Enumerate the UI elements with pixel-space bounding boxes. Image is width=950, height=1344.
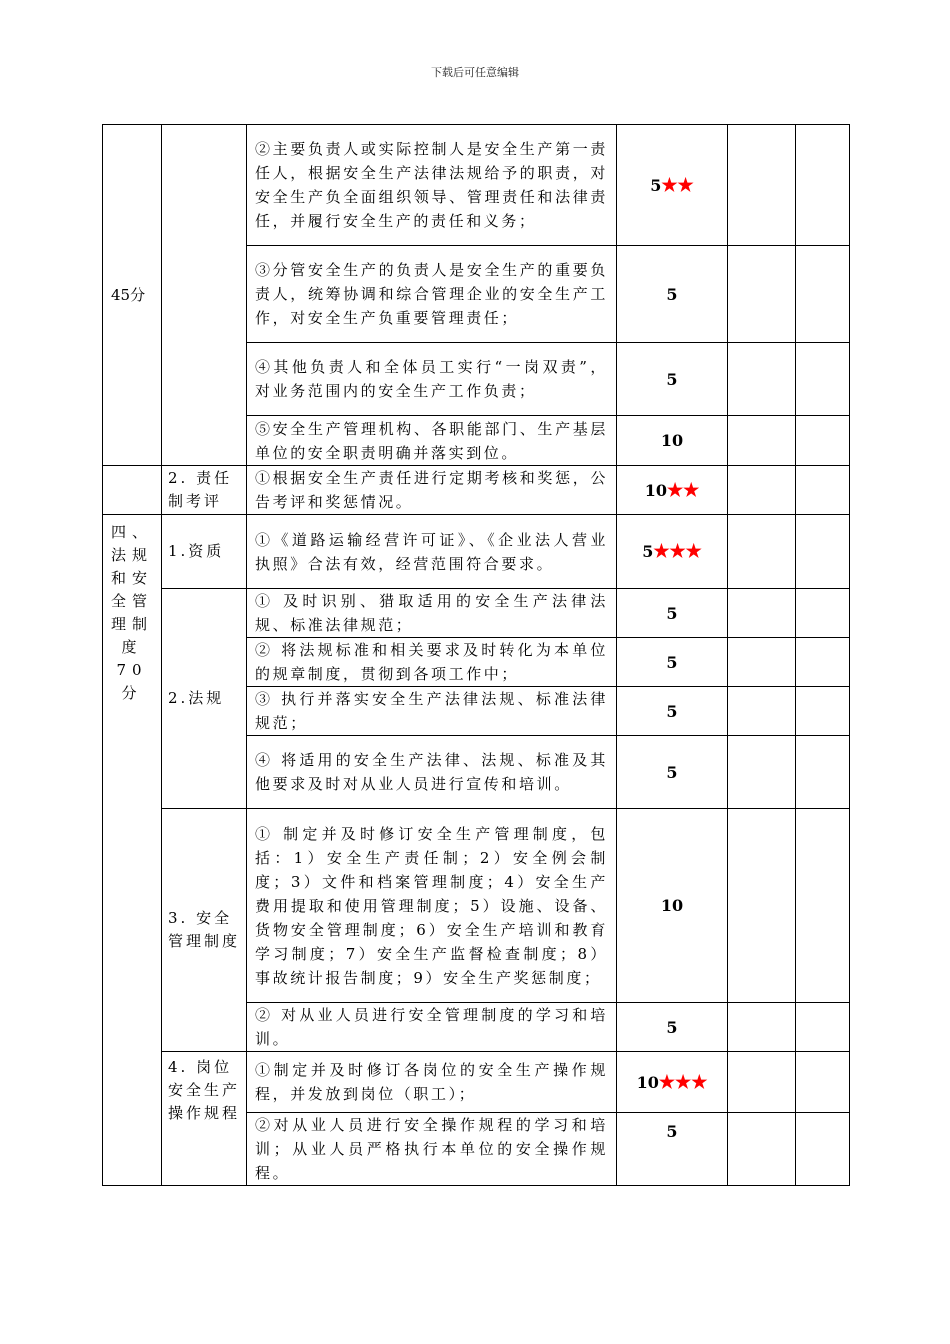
blank-cell — [728, 466, 796, 515]
score-cell — [617, 687, 728, 736]
category-cell-empty — [103, 466, 162, 515]
subcategory-label: 1.资质 — [162, 515, 247, 589]
blank-cell — [796, 687, 850, 736]
subcategory-cell-empty — [162, 125, 247, 466]
item-text: ④其他负责人和全体员工实行“一岗双责”，对业务范围内的安全生产工作负责； — [247, 343, 617, 416]
subcategory-label: 2. 责任制考评 — [162, 466, 247, 515]
blank-cell — [796, 515, 850, 589]
category-cell-4: 四、法规和安全管理制度 70分 — [103, 515, 162, 1186]
blank-cell — [728, 809, 796, 1003]
score-value: 5 — [666, 1122, 678, 1141]
score-cell — [617, 589, 728, 638]
score-value: 10 — [660, 431, 684, 450]
blank-cell — [728, 638, 796, 687]
score-cell — [617, 1113, 728, 1186]
item-text: ② 对从业人员进行安全管理制度的学习和培训。 — [247, 1003, 617, 1052]
score-value: 5 — [666, 1017, 678, 1037]
score-cell — [617, 246, 728, 343]
star-rating: ★★★ — [658, 1071, 708, 1093]
score-cell — [617, 416, 728, 466]
blank-cell — [728, 687, 796, 736]
table-row — [103, 809, 850, 1003]
table-row — [103, 515, 850, 589]
score-value: 5 — [666, 603, 678, 623]
table-row — [103, 466, 850, 515]
item-text: ④ 将适用的安全生产法律、法规、标准及其他要求及时对从业人员进行宣传和培训。 — [247, 736, 617, 809]
blank-cell — [728, 1003, 796, 1052]
blank-cell — [796, 1052, 850, 1113]
blank-cell — [728, 416, 796, 466]
item-text: ②主要负责人或实际控制人是安全生产第一责任人，根据安全生产法律法规给予的职责，对安全生产负全面组织领导、管理责任和法律责任，并履行安全生产的责任和义务； — [247, 125, 617, 246]
item-text: ③分管安全生产的负责人是安全生产的重要负责人，统筹协调和综合管理企业的安全生产工作，对安全生产负重要管理责任； — [247, 246, 617, 343]
page-header: 下载后可任意编辑 — [431, 66, 519, 79]
score-value: 5 — [666, 652, 678, 672]
item-text: ① 制定并及时修订安全生产管理制度，包括：1）安全生产责任制；2）安全例会制度；3）文件和档案管理制度；4）安全生产费用提取和使用管理制度；5）设施、设备、货物安全管理制度；6）安全生产培训和教育学习制度；7）安全生产监督检查制度；8）事故统计报告制度；9）安全生产奖惩制度； — [247, 809, 617, 1003]
assessment-table — [102, 124, 850, 1186]
subcategory-label: 4. 岗位安全生产操作规程 — [162, 1052, 247, 1186]
blank-cell — [728, 125, 796, 246]
blank-cell — [728, 736, 796, 809]
blank-cell — [796, 638, 850, 687]
score-value: 5 — [666, 284, 678, 304]
item-text: ⑤安全生产管理机构、各职能部门、生产基层单位的安全职责明确并落实到位。 — [247, 416, 617, 466]
score-cell — [617, 466, 728, 515]
blank-cell — [796, 246, 850, 343]
star-rating: ★★ — [666, 479, 700, 501]
blank-cell — [728, 515, 796, 589]
table-row — [103, 125, 850, 246]
table-row — [103, 589, 850, 638]
score-cell — [617, 515, 728, 589]
score-cell — [617, 1003, 728, 1052]
blank-cell — [728, 1052, 796, 1113]
score-value: 5 — [666, 762, 678, 782]
blank-cell — [796, 589, 850, 638]
item-text: ①《道路运输经营许可证》、《企业法人营业执照》合法有效，经营范围符合要求。 — [247, 515, 617, 589]
score-cell — [617, 343, 728, 416]
score-cell — [617, 125, 728, 246]
star-rating: ★★★ — [653, 541, 702, 562]
score-value: 5 — [666, 369, 678, 389]
blank-cell — [796, 1003, 850, 1052]
blank-cell — [796, 125, 850, 246]
item-text: ① 及时识别、猎取适用的安全生产法律法规、标准法律规范； — [247, 589, 617, 638]
table-row — [103, 1052, 850, 1113]
score-value: 5 — [642, 542, 654, 561]
blank-cell — [796, 343, 850, 416]
blank-cell — [796, 736, 850, 809]
item-text: ③ 执行并落实安全生产法律法规、标准法律规范； — [247, 687, 617, 736]
score-cell — [617, 1052, 728, 1113]
subcategory-label: 3. 安全管理制度 — [162, 809, 247, 1052]
item-text: ①根据安全生产责任进行定期考核和奖惩，公告考评和奖惩情况。 — [247, 466, 617, 515]
star-rating: ★★ — [661, 174, 694, 196]
score-value: 5 — [666, 701, 678, 721]
score-value: 10 — [644, 480, 667, 500]
item-text: ② 将法规标准和相关要求及时转化为本单位的规章制度，贯彻到各项工作中； — [247, 638, 617, 687]
blank-cell — [728, 246, 796, 343]
blank-cell — [796, 416, 850, 466]
blank-cell — [796, 466, 850, 515]
blank-cell — [728, 1113, 796, 1186]
item-text: ①制定并及时修订各岗位的安全生产操作规程，并发放到岗位（职工）； — [247, 1052, 617, 1113]
score-value: 10 — [636, 1072, 659, 1092]
item-text: ②对从业人员进行安全操作规程的学习和培训；从业人员严格执行本单位的安全操作规程。 — [247, 1113, 617, 1186]
score-value: 5 — [650, 175, 662, 195]
score-value: 10 — [660, 896, 684, 915]
score-cell — [617, 638, 728, 687]
score-cell — [617, 736, 728, 809]
blank-cell — [796, 1113, 850, 1186]
blank-cell — [728, 589, 796, 638]
subcategory-label: 2.法规 — [162, 589, 247, 809]
category-cell-45: 45分 — [103, 125, 162, 466]
blank-cell — [796, 809, 850, 1003]
blank-cell — [728, 343, 796, 416]
score-cell — [617, 809, 728, 1003]
